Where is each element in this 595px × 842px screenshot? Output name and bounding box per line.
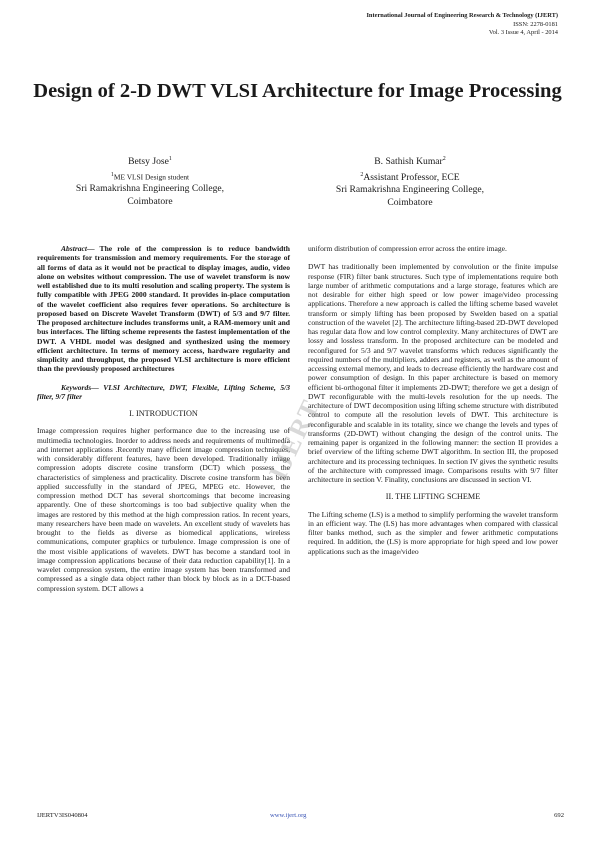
issn: ISSN: 2278-0181	[513, 20, 558, 28]
ijert-watermark: IJERT	[263, 394, 326, 485]
lifting-paragraph: The Lifting scheme (LS) is a method to simplify performing the wavelet transform in an efficient way. The (LS) has more advantages when compared with classical filter banks method, such as the simpler and fewer arithmetic computations required. In addition, the (LS) is more appropriate for high speed and low power applications such as the image/video	[308, 509, 558, 556]
section-heading-lifting-scheme: II. THE LIFTING SCHEME	[385, 492, 481, 502]
section-heading-introduction: I. INTRODUCTION	[129, 409, 198, 418]
abstract	[37, 244, 290, 374]
author-2: B. Sathish Kumar$^2$ $^2$Assistant Professor, ECE Sri Ramakrishna Engineering College, Coimbatore	[310, 153, 510, 209]
author-role: Assistant Professor, ECE	[363, 171, 460, 183]
keywords-text: — VLSI Architecture, DWT, Flexible, Lifting Scheme, 5/3 filter, 9/7 filter	[37, 382, 290, 401]
author-affiliation: Sri Ramakrishna Engineering College,	[335, 184, 485, 196]
abstract-label: Abstract	[61, 244, 87, 253]
author-name: Betsy Jose	[128, 156, 169, 168]
footer-url-link[interactable]: www.ijert.org	[270, 812, 307, 819]
author-1: Betsy Jose$^1$ $^1$ME VLSI Design student Sri Ramakrishna Engineering College, Coimbatore	[60, 153, 240, 208]
footer-page-number: 692	[554, 812, 564, 819]
journal-name: International Journal of Engineering Research & Technology (IJERT)	[366, 12, 558, 19]
right-column	[308, 244, 558, 556]
paper-title: Design of 2-D DWT VLSI Architecture for Image Processing	[33, 80, 562, 102]
keywords-label: Keywords	[61, 382, 92, 392]
author-city: Coimbatore	[387, 196, 433, 208]
volume-issue: Vol. 3 Issue 4, April - 2014	[488, 29, 558, 37]
intro-paragraph: Image compression requires higher performance due to the increasing use of multimedia technologies. Inorder to address needs and requirements of multimedia and internet applications .Recently many efficient image compression techniques, with considerably different features, have been developed. Traditionally image compression adopts discrete cosine transform (DCT) which possess the characteristics of simpleness and practicality. Discrete cosine transform has been applied successfully in the standard of JPEG, MPEG etc. However, the compression method DCT has several shortcomings that become increasing apparently. One of these shortcomings is too bad subjective quality when the images are restored by this method at the high compression ratios. In recent years, many researchers have been made on wavelets. An excellent study of wavelets has brought to the fields as diverse as biomedical applications, wireless communications, computer graphics or turbulence. Image compression is one of the most visible applications of wavelets. DWT has become a standard tool in image compression applications because of their data reduction capability[1]. In a wavelet compression system, the entire image system has been transformed and compressed as a single data object rather than block by block as in a DCT-based compression system. DCT allows a	[37, 426, 290, 593]
author-role: ME VLSI Design student	[113, 172, 190, 182]
keywords	[37, 383, 290, 402]
journal-header	[366, 12, 558, 38]
author-city: Coimbatore	[127, 195, 173, 207]
author-name: B. Sathish Kumar	[374, 156, 443, 168]
abstract-text: — The role of the compression is to reduce bandwidth requirements for transmission and memory requirements. For the storage of all forms of data as it would not be practical to display images, audio, video alone on websites without compression. The use of wavelet transform is now well established due to its multi resolution and scaling property. The system is fully compatible with JPEG 2000 standard. It provides in-place computation of the wavelet coefficient also requires fever operations. So architecture is proposed based on Discrete Wavelet Transform (DWT) of 5/3 and 9/7 filter. The proposed architecture includes transforms unit, a RAM-memory unit and bus interfaces. The lifting scheme represents the fastest implementation of the DWT. A VHDL model was designed and synthesized using the memory efficient architecture. In terms of memory access, hardware regularity and simplicity and throughput, the proposed VLSI architecture is more efficient than the previously proposed architectures	[37, 244, 290, 374]
right-paragraph-1: uniform distribution of compression error across the entire image.	[308, 244, 507, 253]
author-affiliation: Sri Ramakrishna Engineering College,	[75, 183, 225, 195]
right-paragraph-2: DWT has traditionally been implemented by convolution or the finite impulse response (FIR) filter bank structures. Such type of implementations require both large number of arithmetic computations and a large storage, features which are not desirable for either high speed or low power image/video processing applications. Therefore a new approach is called the lifting scheme based wavelet transform or simply lifting has been proposed by Swelden based on a spatial construction of the wavelet [2]. The architecture lifting-based 2D-DWT developed has regular data flow and low control complexity. Many architectures of DWT are lossy and lossless transform. In the proposed architecture can be modeled and reconfigured for 5/3 and 9/7 wavelet transforms which reduces significantly the required numbers of the multipliers, adders and registers, as well as the amount of accessing external memory, and leads to decrease efficiently the hardware cost and power consumption of design. In this paper architecture is based on memory efficient bi-orthogonal filter it implements 2D-DWT; therefore we get a design of DWT reconfigurable with the multi-levels resolution for the up needs. The architecture of DWT decomposition using lifting scheme structure with distributed control to compute all the resolution levels of DWT. This architecture is reconfigurable and scalable in its totality, since we change the levels and types of transforms (2D-DWT) without changing the design of the control units. The remaining paper is organized in the following manner: the section II provides a brief overview of the lifting scheme DWT algorithm. In section III, the proposed architecture and its processing techniques. In section IV gives the synthetic results of the architecture with compressed image. Comparisons results with 9/7 filter architecture in section V. Finality, conclusions are discussed in section VI.	[308, 262, 558, 484]
left-column	[37, 244, 290, 593]
footer-paper-id: IJERTV3IS040804	[37, 812, 88, 819]
